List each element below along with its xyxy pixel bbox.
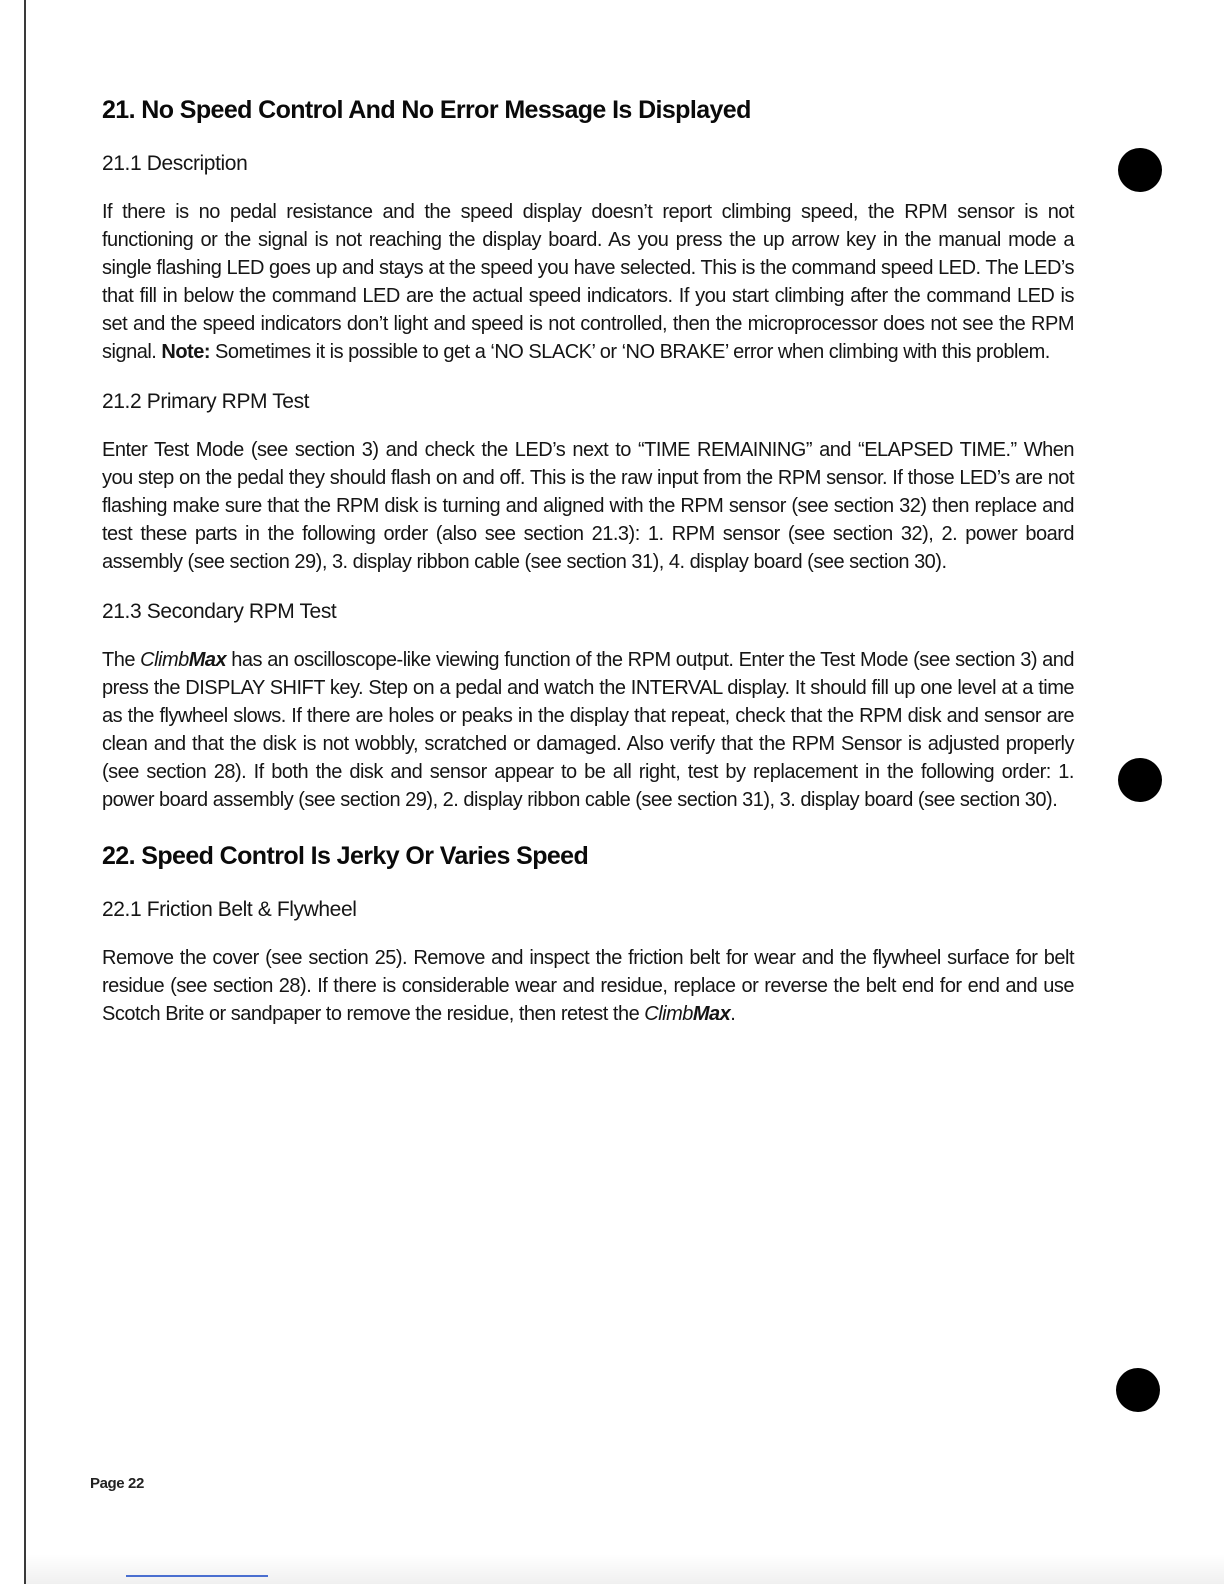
paragraph-text: The [102, 649, 141, 671]
subsection-21-2-title: 21.2 Primary RPM Test [102, 390, 310, 413]
subsection-21-1-paragraph [102, 198, 1074, 366]
section-22-heading: 22. Speed Control Is Jerky Or Varies Speed [102, 842, 589, 870]
brand-name-max: Max [692, 1003, 731, 1025]
paragraph-text: If there is no pedal resistance and the speed display doesn’t report climbing speed, the RPM sensor is not functioning or the signal is not reaching the display board. As you press the up arrow key in the manual mode a single flashing LED goes up and stays at the speed you have selected. This is the command speed LED. The LED’s that fill in below the command LED are the actual speed indicators. If you start climbing after the command LED is set and the speed indicators don’t light and speed is not controlled, then the microprocessor does not see the RPM signal. [102, 201, 1074, 363]
subsection-21-3-title: 21.3 Secondary RPM Test [102, 600, 337, 623]
section-21-heading: 21. No Speed Control And No Error Message Is Displayed [102, 96, 751, 124]
page-left-edge [24, 0, 26, 1584]
page-content [102, 90, 1074, 1050]
paragraph-text: has an oscilloscope-like viewing function of the RPM output. Enter the Test Mode (see section 3) and press the DISPLAY SHIFT key. Step on a pedal and watch the INTERVAL display. It should fill up one level at a time as the flywheel slows. If there are holes or peaks in the display that repeat, check that the RPM disk and sensor are clean and that the disk is not wobbly, scratched or damaged. Also verify that the RPM Sensor is adjusted properly (see section 28). If both the disk and sensor appear to be all right, test by replacement in the following order: 1. power board assembly (see section 29), 2. display ribbon cable (see section 31), 3. display board (see section 30). [102, 649, 1074, 811]
paragraph-text: Sometimes it is possible to get a ‘NO SLACK’ or ‘NO BRAKE’ error when climbing with this problem. [209, 341, 1050, 363]
binder-hole-icon [1116, 1368, 1160, 1412]
subsection-21-3-paragraph [102, 646, 1074, 814]
binder-hole-icon [1118, 758, 1162, 802]
paragraph-text: Remove the cover (see section 25). Remove and inspect the friction belt for wear and the flywheel surface for belt residue (see section 28). If there is considerable wear and residue, replace or reverse the belt end for end and use Scotch Brite or sandpaper to remove the residue, then retest the [102, 947, 1074, 1025]
subsection-21-2-paragraph: Enter Test Mode (see section 3) and check the LED’s next to “TIME REMAINING” and “ELAPSED TIME.” When you step on the pedal they should flash on and off. This is the raw input from the RPM sensor. If those LED’s are not flashing make sure that the RPM disk is turning and aligned with the RPM sensor (see section 32) then replace and test these parts in the following order (also see section 21.3): 1. RPM sensor (see section 32), 2. power board assembly (see section 29), 3. display ribbon cable (see section 31), 4. display board (see section 30). [102, 439, 1074, 573]
brand-name-climb: Climb [644, 1003, 693, 1025]
binder-hole-icon [1118, 148, 1162, 192]
note-label: Note: [161, 341, 210, 363]
brand-name-climb: Climb [140, 649, 189, 671]
subsection-22-1-paragraph [102, 944, 1074, 1028]
brand-name-max: Max [188, 649, 227, 671]
bottom-edge-line [126, 1575, 268, 1577]
page-bottom-shade [26, 1554, 1224, 1584]
subsection-22-1-title: 22.1 Friction Belt & Flywheel [102, 898, 357, 921]
page-number: Page 22 [90, 1475, 144, 1492]
subsection-21-1-title: 21.1 Description [102, 152, 248, 175]
paragraph-text: . [730, 1003, 736, 1025]
